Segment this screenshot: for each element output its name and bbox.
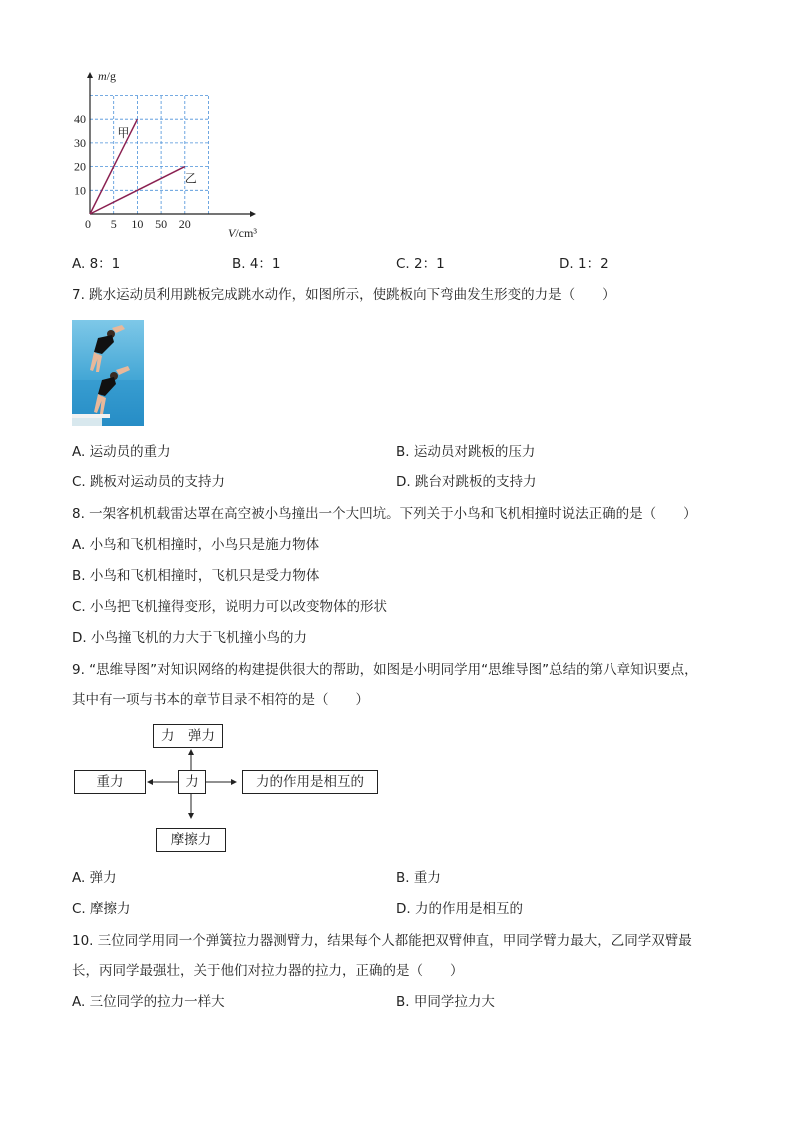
q10-option-b[interactable]: B. 甲同学拉力大 (396, 994, 495, 1010)
q8-option-b[interactable]: B. 小鸟和飞机相撞时，飞机只是受力物体 (72, 568, 320, 584)
x-tick-label: 50 (155, 217, 168, 231)
chart-grid (90, 96, 209, 215)
mind-map-right-node: 力的作用是相互的 (242, 770, 378, 794)
q7-option-c[interactable]: C. 跳板对运动员的支持力 (72, 474, 226, 490)
y-axis-arrow (87, 72, 93, 78)
q8-option-c[interactable]: C. 小鸟把飞机撞得变形，说明力可以改变物体的形状 (72, 599, 388, 615)
x-axis-arrow (250, 211, 256, 217)
mind-map-top-node: 力 弹力 (153, 724, 223, 748)
q9-option-b[interactable]: B. 重力 (396, 870, 441, 886)
mind-map-bottom-node: 摩擦力 (156, 828, 226, 852)
diver-photo (72, 320, 144, 426)
x-tick-label: 20 (178, 217, 191, 231)
q8-option-d[interactable]: D. 小鸟撞飞机的力大于飞机撞小鸟的力 (72, 630, 307, 646)
q8-option-a[interactable]: A. 小鸟和飞机相撞时，小鸟只是施力物体 (72, 537, 320, 553)
q10-stem-line2: 长，丙同学最强壮，关于他们对拉力器的拉力，正确的是（ ） (72, 963, 464, 979)
series-label: 甲 (117, 126, 130, 141)
x-tick-label: 10 (131, 217, 144, 231)
q9-stem-line1: 9. “思维导图”对知识网络的构建提供很大的帮助，如图是小明同学用“思维导图”总结的第八章知识要点， (72, 662, 698, 678)
y-tick-label: 40 (74, 112, 86, 127)
q9-option-c[interactable]: C. 摩擦力 (72, 901, 131, 917)
mind-map-left-node: 重力 (74, 770, 146, 794)
q10-stem-line1: 10. 三位同学用同一个弹簧拉力器测臂力，结果每个人都能把双臂伸直，甲同学臂力最大，乙同学双臂最 (72, 933, 692, 949)
mind-map-center-node: 力 (178, 770, 206, 794)
y-axis-label: m/g (98, 69, 117, 83)
mind-map (66, 716, 396, 866)
x-tick-label: 5 (110, 217, 117, 231)
y-tick-label: 30 (74, 135, 86, 150)
q6-option-c[interactable]: C. 2：1 (396, 256, 445, 272)
q7-option-d[interactable]: D. 跳台对跳板的支持力 (396, 474, 537, 490)
x-tick-label: 0 (85, 217, 91, 231)
q6-option-b[interactable]: B. 4：1 (232, 256, 281, 272)
q7-option-a[interactable]: A. 运动员的重力 (72, 444, 171, 460)
q9-stem-line2: 其中有一项与书本的章节目录不相符的是（ ） (72, 692, 369, 708)
q8-stem: 8. 一架客机机载雷达罩在高空被小鸟撞出一个大凹坑。下列关于小鸟和飞机相撞时说法正确的是（ ） (72, 506, 697, 522)
q9-option-d[interactable]: D. 力的作用是相互的 (396, 901, 523, 917)
q7-option-b[interactable]: B. 运动员对跳板的压力 (396, 444, 536, 460)
y-tick-label: 10 (74, 183, 86, 198)
series-label: 乙 (184, 171, 197, 186)
q10-option-a[interactable]: A. 三位同学的拉力一样大 (72, 994, 225, 1010)
q6-option-d[interactable]: D. 1：2 (559, 256, 609, 272)
chart-axes (87, 72, 256, 217)
q9-option-a[interactable]: A. 弹力 (72, 870, 117, 886)
y-tick-label: 20 (74, 159, 86, 174)
q7-stem: 7. 跳水运动员利用跳板完成跳水动作，如图所示，使跳板向下弯曲发生形变的力是（ ） (72, 287, 616, 303)
mass-volume-chart (66, 62, 276, 242)
x-axis-label: V/cm³ (228, 226, 257, 240)
q6-option-a[interactable]: A. 8：1 (72, 256, 121, 272)
